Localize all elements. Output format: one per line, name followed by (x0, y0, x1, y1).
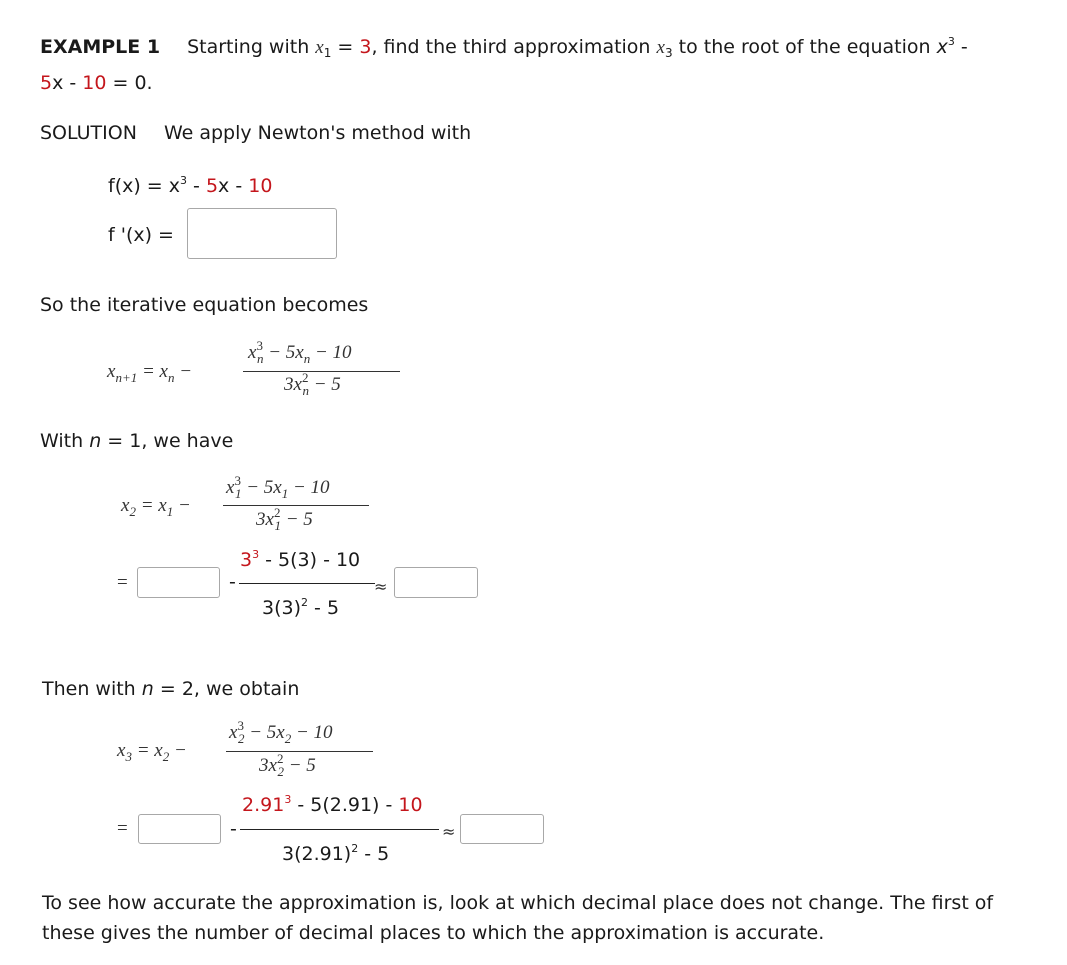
solution-heading (40, 122, 471, 144)
f-definition: $f(x) = x^3 - 5x - 10$ (108, 174, 273, 197)
n2-frac-numerator: 2.91$^3$ - 5(2.91) - 10 (242, 793, 423, 816)
iterative-intro: So the iterative equation becomes (40, 294, 369, 316)
example-statement-line2: 5x - 10 = 0. (40, 72, 153, 94)
n2-fraction-bar (226, 751, 373, 752)
n2-x3-answer-input[interactable] (460, 814, 544, 844)
iterative-fraction-bar (243, 371, 400, 372)
n1-denominator: $3x^2_1 - 5$ (256, 505, 313, 533)
n1-x2-answer-input[interactable] (394, 567, 478, 598)
iterative-lhs: $x_{n+1} = x_n$ − (107, 361, 193, 385)
footer-line-1: To see how accurate the approximation is, look at which decimal place does not change. The first of (42, 892, 994, 914)
n2-denominator: $3x^2_2 - 5$ (259, 751, 316, 779)
solution-text: We apply Newton's method with (163, 122, 472, 144)
n2-lhs: $x_3 = x_2$ − (117, 740, 187, 764)
n1-numerator: $x^3_1 - 5x_1 - 10$ (226, 473, 330, 501)
n2-frac-bar (240, 829, 439, 830)
n1-frac-denominator: $3(3)^2 - 5$ (262, 596, 340, 619)
n2-frac-denominator: $3(2.91)^2 - 5$ (282, 842, 390, 865)
n2-approx-symbol: ≈ (442, 822, 456, 841)
footer-line-2: these gives the number of decimal places to which the approximation is accurate. (42, 922, 825, 944)
n1-minus: - (229, 571, 236, 593)
iterative-numerator: $x^3_n - 5x_n - 10$ (248, 338, 352, 366)
fprime-answer-input[interactable] (187, 208, 337, 259)
n1-lhs: $x_2 = x_1$ − (121, 495, 191, 519)
fprime-label: f '(x) = (108, 224, 174, 246)
n2-intro: Then with n = 2, we obtain (42, 678, 300, 700)
n2-numerator: $x^3_2 - 5x_2 - 10$ (229, 718, 333, 746)
n1-intro: With n = 1, we have (40, 430, 234, 452)
n1-approx-symbol: ≈ (374, 577, 388, 596)
n1-x1-input[interactable] (137, 567, 220, 598)
n1-frac-bar (239, 583, 375, 584)
n1-fraction-bar (223, 505, 369, 506)
n2-equals: = (117, 818, 128, 839)
n2-minus: - (230, 818, 237, 840)
iterative-denominator: $3x^2_n - 5$ (284, 370, 341, 398)
n2-x2-input[interactable] (138, 814, 221, 844)
solution-label: SOLUTION (40, 122, 137, 144)
example-label: EXAMPLE 1 (40, 36, 161, 58)
n1-frac-numerator: $3^3 - 5(3) - 10$ (240, 548, 361, 571)
example-statement: EXAMPLE 1 Starting with $x_1 = 3$, find the third approximation $x_3$ to the root of the equation $x^3$ - (40, 35, 968, 60)
n1-equals: = (117, 572, 128, 593)
